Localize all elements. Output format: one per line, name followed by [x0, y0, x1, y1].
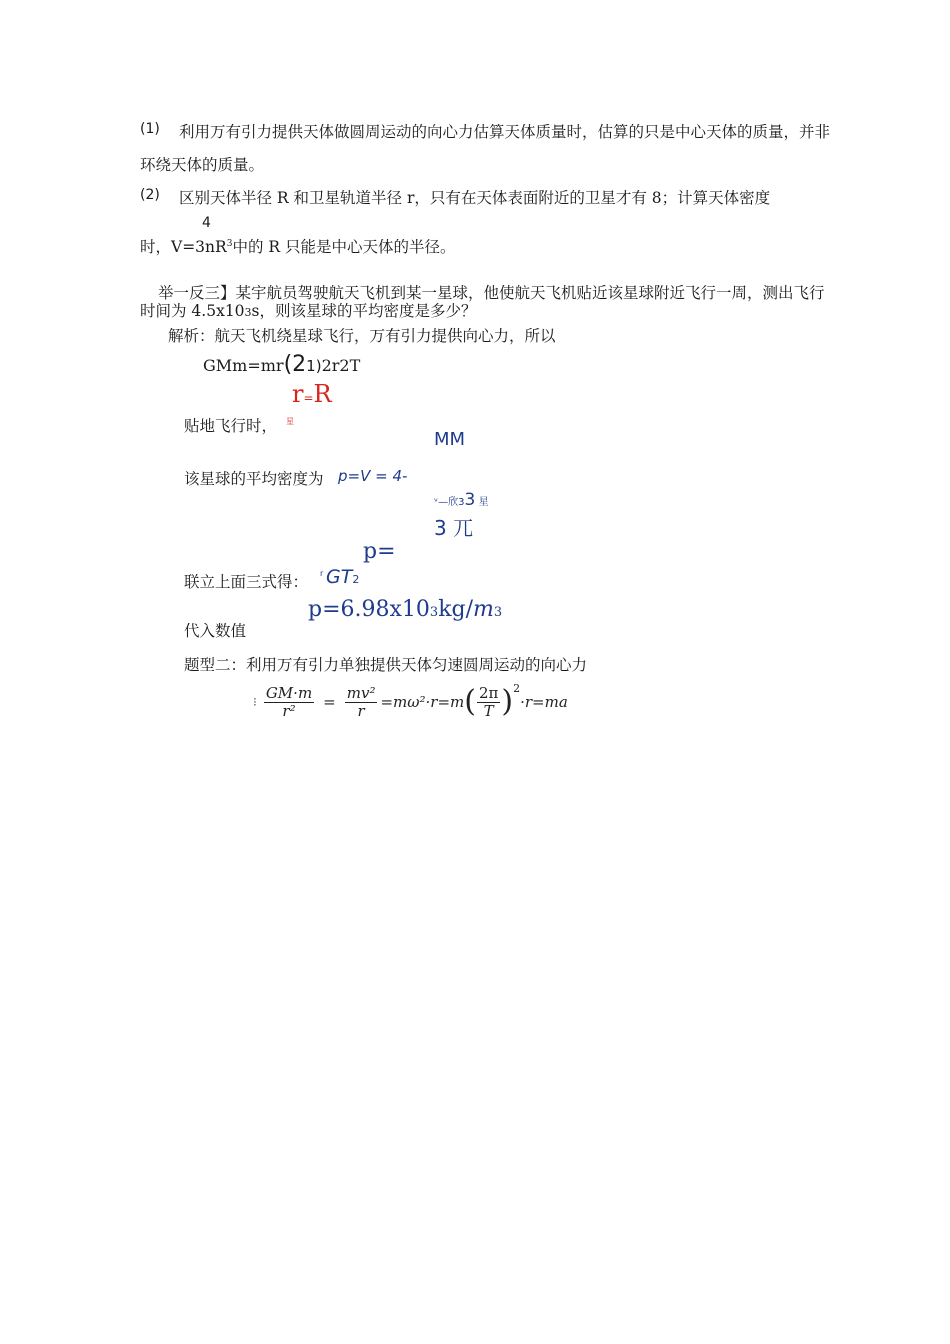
near-surface-small-label: 星 [286, 417, 294, 426]
item2-line2: 时，$V=3nR^3$中的 R 只能是中心天体的半径。 [140, 238, 456, 256]
fraction-gravity: $\frac{GM\cdot m}{\text{r²}}$ [265, 684, 313, 720]
type2-heading: 题型二：利用万有引力单独提供天体匀速圆周运动的向心力 [184, 656, 588, 674]
density-text: 该星球的平均密度为 [184, 470, 324, 488]
equation-r-equals-R: r=R [292, 380, 332, 408]
near-surface-text: 贴地飞行时， [184, 417, 278, 435]
example-line1: 举一反三】某宇航员驾驶航天飞机到某一星球，他使航天飞机贴近该星球附近飞行一周，测出飞行 [158, 284, 825, 302]
analysis-line: 解析：航天飞机绕星球飞行，万有引力提供向心力，所以 [168, 327, 556, 345]
equation-gravity: GMm=mr(21)2r2T [203, 352, 361, 377]
density-symbol: p= [363, 539, 396, 564]
combine-small-r: r [320, 569, 324, 578]
gt-squared: GT2 [326, 566, 360, 588]
substitute-text: 代入数值 [184, 622, 247, 640]
combine-text: 联立上面三式得： [184, 573, 309, 591]
item1-number: (1) [140, 121, 160, 137]
item1-line2: 环绕天体的质量。 [140, 156, 265, 174]
item2-fraction-numerator: 4 [202, 215, 211, 231]
circular-motion-formula: ⁝ $\frac{GM\cdot m}{\text{r²}}$ = $\frac{\text{mv²}}{r}$ =mω²·r=m ( $\frac{2\pi}{T}$ ) $^2$ ·r=ma [253, 682, 568, 720]
fraction-velocity: $\frac{\text{mv²}}{r}$ [346, 684, 376, 720]
three-pi: 3 兀 [434, 516, 474, 540]
fraction-period: $\frac{2\pi}{T}$ [478, 684, 499, 720]
mass-label: MM [434, 429, 466, 450]
item1-line1: 利用万有引力提供天体做圆周运动的向心力估算天体质量时，估算的只是中心天体的质量，并非 [179, 123, 831, 141]
item2-line1: 区别天体半径 R 和卫星轨道半径 r，只有在天体表面附近的卫星才有 8；计算天体密度 [179, 189, 771, 207]
volume-fragment: ᵛ—欣33 星 [434, 490, 489, 510]
item2-number: (2) [140, 187, 160, 203]
density-formula: p=V = 4- [338, 467, 408, 485]
example-line2: 时间为 4.5x103s，则该星球的平均密度是多少？ [140, 302, 477, 320]
density-result: p=6.98x103kg/m3 [308, 597, 503, 622]
